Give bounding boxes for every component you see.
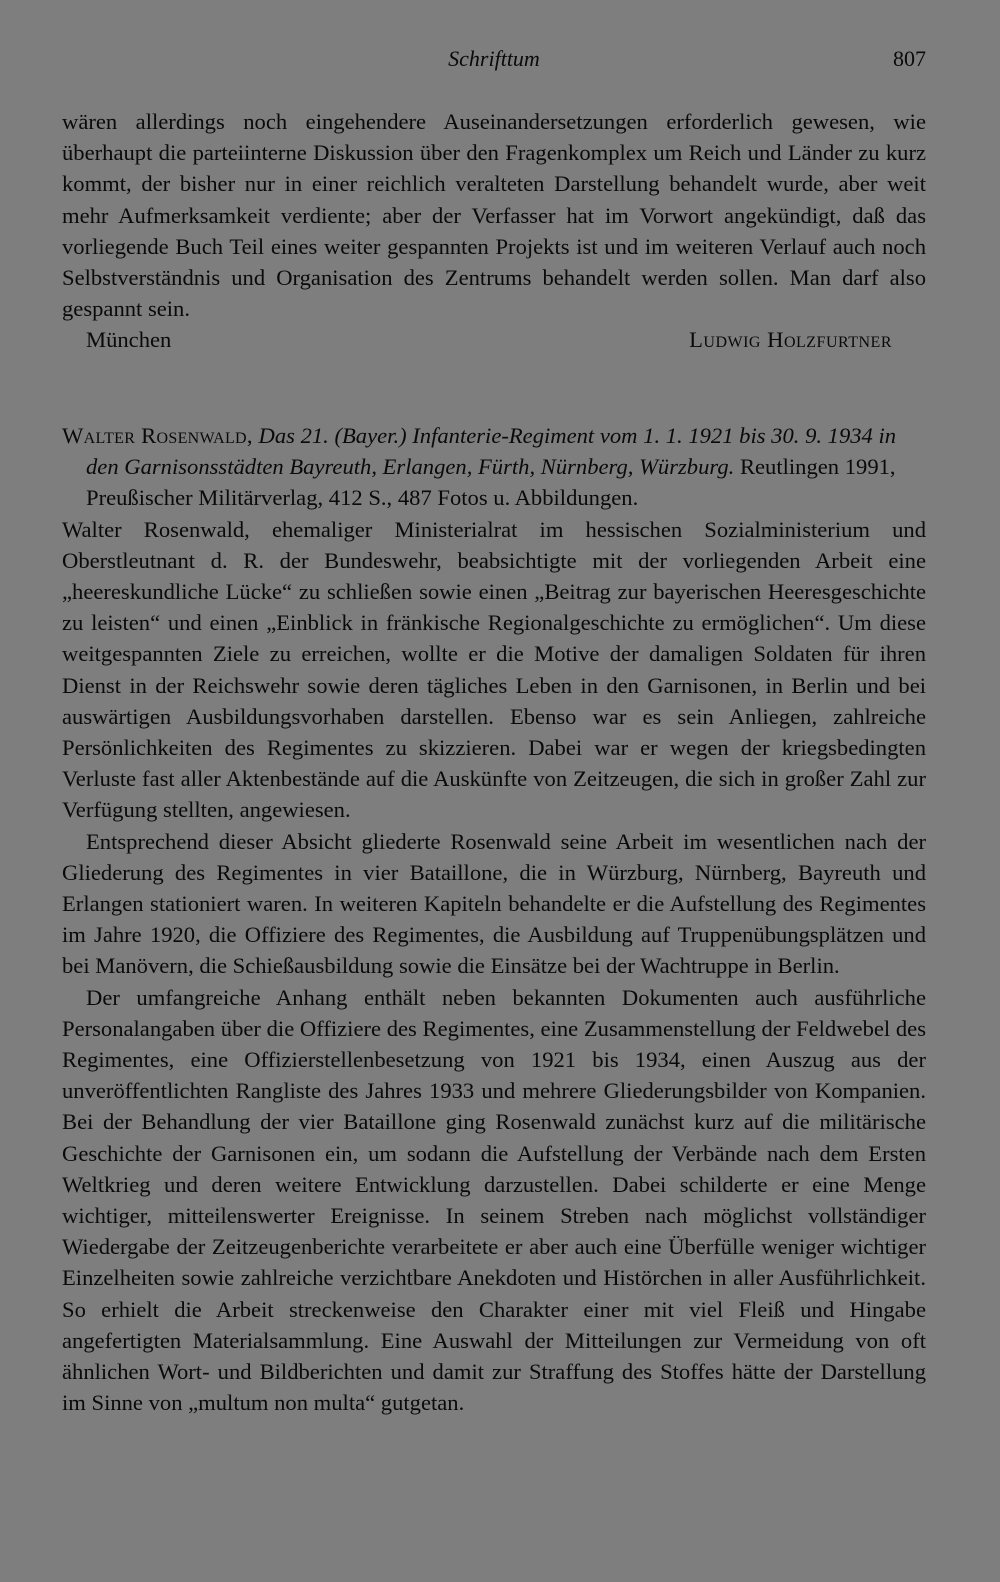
review-paragraph: Der umfangreiche Anhang enthält neben bekannten Dokumenten auch ausführliche Personalangaben über die Offiziere des Regimentes, eine Zusammenstellung der Feldwebel des Regimentes, eine Offizierstellenbesetzung von 1921 bis 1934, einen Auszug aus der unveröffentlichten Rangliste des Jahres 1933 und mehrere Gliederungsbilder von Kompanien. Bei der Behandlung der vier Bataillone ging Rosenwald zunächst kurz auf die militärische Geschichte der Garnisonen ein, um sodann die Aufstellung der Verbände nach dem Ersten Weltkrieg und deren weitere Entwicklung darzustellen. Dabei schilderte er eine Menge wichtiger, mitteilenswerter Ereignisse. In seinem Streben nach möglichst vollständiger Wiedergabe der Zeitzeugenberichte verarbeitete er aber auch eine Überfülle weniger wichtiger Einzelheiten sowie zahlreiche verzichtbare Anekdoten und Histörchen in aller Ausführlichkeit. So erhielt die Arbeit streckenweise den Charakter einer mit viel Fleiß und Hingabe angefertigten Materialsammlung. Eine Auswahl der Mitteilungen zur Vermeidung von oft ähnlichen Wort- und Bildberichten und damit zur Straffung des Stoffes hätte der Darstellung im Sinne von „multum non multa“ gutgetan. xyxy=(62,984,926,1416)
running-title: Schrifttum xyxy=(448,46,540,71)
review-paragraph: Walter Rosenwald, ehemaliger Ministerialrat im hessischen Sozialministerium und Oberstleutnant d. R. der Bundeswehr, beabsichtigte mit der vorliegenden Arbeit eine „heereskundliche Lücke“ zu schließen sowie einen „Beitrag zur bayerischen Heeresgeschichte zu leisten“ und einen „Einblick in fränkische Regionalgeschichte zu ermöglichen“. Um diese weitgespannten Ziele zu erreichen, wollte er die Motive der damaligen Soldaten für ihren Dienst in der Reichswehr sowie deren tägliches Leben in den Garnisonen, in Berlin und bei auswärtigen Ausbildungsvorhaben darstellen. Ebenso war es sein Anliegen, zahlreiche Persönlichkeiten des Regimentes zu skizzieren. Dabei war er wegen der kriegsbedingten Verluste fast aller Aktenbestände auf die Auskünfte von Zeitzeugen, die sich in großer Zahl zur Verfügung stellten, angewiesen. xyxy=(62,516,926,823)
page-number: 807 xyxy=(893,46,926,71)
running-head xyxy=(62,46,926,76)
reviewer-name: Ludwig Holzfurtner xyxy=(689,327,892,353)
previous-review-ending xyxy=(62,106,926,356)
book-review xyxy=(62,420,926,1419)
book-author: Walter Rosenwald, xyxy=(62,423,253,448)
reviewer-place: München xyxy=(86,327,172,353)
previous-review-paragraph: wären allerdings noch eingehendere Auseinandersetzungen erforderlich gewesen, wie überhaupt die parteiinterne Diskussion über den Fragenkomplex um Reich und Länder zu kurz kommt, der bisher nur in einer reichlich veralteten Darstellung behandelt wurde, aber weit mehr Aufmerksamkeit verdiente; aber der Verfasser hat im Vorwort angekündigt, daß das vorliegende Buch Teil eines weiter gespannten Projekts ist und im weiteren Verlauf auch noch Selbstverständnis und Organisation des Zentrums behandelt werden sollen. Man darf also gespannt sein. xyxy=(62,109,926,322)
review-paragraph: Entsprechend dieser Absicht gliederte Rosenwald seine Arbeit im wesentlichen nach der Gliederung des Regimentes in vier Bataillone, die in Würzburg, Nürnberg, Bayreuth und Erlangen stationiert waren. In weiteren Kapiteln behandelte er die Aufstellung des Regimentes im Jahre 1920, die Offiziere des Regimentes, die Ausbildung auf Truppenübungsplätzen und bei Manövern, die Schießausbildung sowie die Einsätze bei der Wachtruppe in Berlin. xyxy=(62,828,926,979)
book-title: Das 21. (Bayer.) Infanterie-Regiment vom 1. 1. 1921 bis 30. 9. 1934 in den Garnisonsstädten Bayreuth, Erlangen, Fürth, Nürnberg, Würzburg. xyxy=(86,423,897,480)
bibliographic-entry xyxy=(62,420,926,514)
publication-details: Reutlingen 1991, Preußischer Militärverlag, 412 S., 487 Fotos u. Abbildungen. xyxy=(86,454,896,511)
reviewer-signature xyxy=(62,324,926,355)
